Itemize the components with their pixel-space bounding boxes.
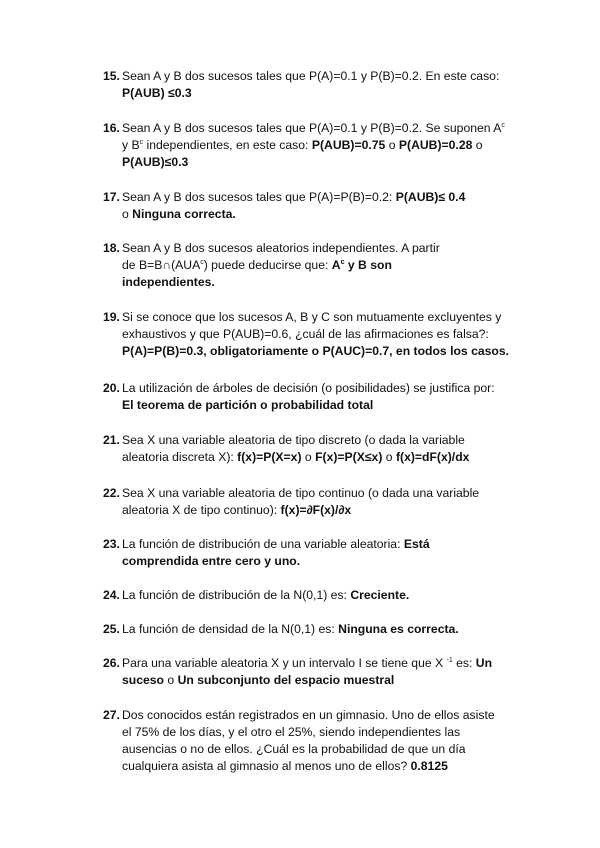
text-line <box>122 326 523 343</box>
superscript: -1 <box>446 656 453 664</box>
answer-text: Un <box>475 656 493 670</box>
answer-text: P(AUB)≤ 0.4 <box>395 190 466 204</box>
statement-text: Sean A y B dos sucesos tales que P(A)=0.1 y P(B)=0.2. Se suponen A <box>122 121 502 135</box>
superscript: c <box>200 258 204 266</box>
question-16 <box>103 120 523 171</box>
question-22 <box>103 485 523 519</box>
statement-text: independientes, en este caso: <box>143 138 312 152</box>
question-number: 27. <box>103 708 120 722</box>
question-text <box>122 120 523 171</box>
question-number: 17. <box>103 190 120 204</box>
text-line <box>122 257 523 274</box>
question-number: 19. <box>103 310 120 324</box>
answer-text: P(AUB)=0.28 <box>398 138 473 152</box>
statement-text: o <box>472 138 483 152</box>
text-line <box>122 380 523 397</box>
question-text <box>122 587 523 604</box>
answer-text: P(A)=P(B)=0.3, obligatoriamente o P(AUC)=0.7, en todos los casos. <box>122 344 510 358</box>
statement-text: Sean A y B dos sucesos aleatorios independientes. A partir <box>122 241 440 255</box>
statement-text: La función de distribución de una variable aleatoria: <box>122 537 404 551</box>
question-number: 20. <box>103 381 120 395</box>
statement-text: o <box>122 207 133 221</box>
text-line <box>122 274 523 291</box>
answer-text: Está <box>403 537 430 551</box>
question-27 <box>103 707 523 775</box>
answer-text: P(AUB) ≤0.3 <box>122 86 192 100</box>
question-text <box>122 68 523 102</box>
text-line <box>122 449 523 466</box>
superscript: c <box>340 258 345 266</box>
question-number: 26. <box>103 656 120 670</box>
question-text <box>122 432 523 466</box>
question-number: 16. <box>103 121 120 135</box>
question-17 <box>103 189 523 223</box>
text-line <box>122 655 523 672</box>
text-line <box>122 120 523 137</box>
question-18 <box>103 240 523 291</box>
text-line <box>122 343 523 360</box>
question-25 <box>103 621 523 638</box>
question-text <box>122 707 523 775</box>
statement-text: el 75% de los días, y el otro el 25%, siendo independientes las <box>122 725 461 739</box>
statement-text: La función de distribución de la N(0,1) es: <box>122 588 351 602</box>
statement-text: o <box>164 673 178 687</box>
answer-text: 0.8125 <box>410 759 448 773</box>
text-line <box>122 432 523 449</box>
text-line <box>122 68 523 85</box>
statement-text: La función de densidad de la N(0,1) es: <box>122 622 339 636</box>
question-23 <box>103 536 523 570</box>
text-line <box>122 672 523 689</box>
text-line <box>122 189 523 206</box>
question-text <box>122 189 523 223</box>
question-number: 18. <box>103 241 120 255</box>
text-line <box>122 502 523 519</box>
statement-text: de B=B∩(AUA <box>122 258 201 272</box>
answer-text: Creciente. <box>350 588 410 602</box>
question-text <box>122 309 523 360</box>
text-line <box>122 707 523 724</box>
statement-text: o <box>385 138 399 152</box>
answer-text: P(AUB)=0.75 <box>311 138 386 152</box>
question-text <box>122 536 523 570</box>
answer-text: suceso <box>122 673 165 687</box>
question-text <box>122 485 523 519</box>
text-line <box>122 397 523 414</box>
text-line <box>122 85 523 102</box>
statement-text: es: <box>452 656 476 670</box>
superscript: c <box>139 138 144 146</box>
superscript: c <box>501 121 505 129</box>
statement-text: o <box>382 450 396 464</box>
text-line <box>122 724 523 741</box>
answer-text: f(x)=P(X=x) <box>237 450 302 464</box>
answer-text: El teorema de partición o probabilidad total <box>122 398 374 412</box>
text-line <box>122 137 523 154</box>
statement-text: Sea X una variable aleatoria de tipo continuo (o dada una variable <box>122 486 480 500</box>
text-line <box>122 553 523 570</box>
statement-text: Dos conocidos están registrados en un gimnasio. Uno de ellos asiste <box>122 708 495 722</box>
text-line <box>122 206 523 223</box>
answer-text: Ninguna es correcta. <box>338 622 459 636</box>
text-line <box>122 240 523 257</box>
statement-text: Si se conoce que los sucesos A, B y C son mutuamente excluyentes y <box>122 310 502 324</box>
statement-text: aleatoria discreta X): <box>122 450 238 464</box>
question-21 <box>103 432 523 466</box>
question-number: 25. <box>103 622 120 636</box>
text-line <box>122 621 523 638</box>
question-number: 22. <box>103 486 120 500</box>
statement-text: aleatoria X de tipo continuo): <box>122 503 281 517</box>
answer-text: y B son <box>344 258 392 272</box>
question-26 <box>103 655 523 689</box>
answer-text: f(x)=dF(x)/dx <box>395 450 470 464</box>
question-number: 15. <box>103 69 120 83</box>
question-number: 21. <box>103 433 120 447</box>
statement-text: cualquiera asista al gimnasio al menos uno de ellos? <box>122 759 411 773</box>
question-24 <box>103 587 523 604</box>
question-20 <box>103 380 523 414</box>
answer-text: A <box>331 258 341 272</box>
statement-text: ausencias o no de ellos. ¿Cuál es la probabilidad de que un día <box>122 742 466 756</box>
statement-text: La utilización de árboles de decisión (o posibilidades) se justifica por: <box>122 381 495 395</box>
question-text <box>122 621 523 638</box>
text-line <box>122 154 523 171</box>
question-19 <box>103 309 523 360</box>
statement-text: Para una variable aleatoria X y un intervalo I se tiene que X <box>122 656 447 670</box>
text-line <box>122 536 523 553</box>
question-15 <box>103 68 523 102</box>
answer-text: independientes. <box>122 275 215 289</box>
question-number: 23. <box>103 537 120 551</box>
answer-text: F(x)=P(X≤x) <box>315 450 383 464</box>
question-text <box>122 240 523 291</box>
statement-text: y B <box>122 138 140 152</box>
answer-text: P(AUB)≤0.3 <box>122 155 189 169</box>
statement-text: ) puede deducirse que: <box>203 258 332 272</box>
answer-text: Ninguna correcta. <box>132 207 236 221</box>
question-number: 24. <box>103 588 120 602</box>
answer-text: f(x)=∂F(x)/∂x <box>280 503 352 517</box>
question-text <box>122 380 523 414</box>
text-line <box>122 587 523 604</box>
statement-text: Sean A y B dos sucesos tales que P(A)=P(B)=0.2: <box>122 190 396 204</box>
statement-text: Sean A y B dos sucesos tales que P(A)=0.1 y P(B)=0.2. En este caso: <box>122 69 500 83</box>
statement-text: Sea X una variable aleatoria de tipo discreto (o dada la variable <box>122 433 465 447</box>
text-line <box>122 309 523 326</box>
question-text <box>122 655 523 689</box>
text-line <box>122 758 523 775</box>
statement-text: exhaustivos y que P(AUB)=0.6, ¿cuál de las afirmaciones es falsa?: <box>122 327 489 341</box>
answer-text: comprendida entre cero y uno. <box>122 554 301 568</box>
statement-text: o <box>301 450 316 464</box>
text-line <box>122 485 523 502</box>
text-line <box>122 741 523 758</box>
answer-text: Un subconjunto del espacio muestral <box>177 673 395 687</box>
